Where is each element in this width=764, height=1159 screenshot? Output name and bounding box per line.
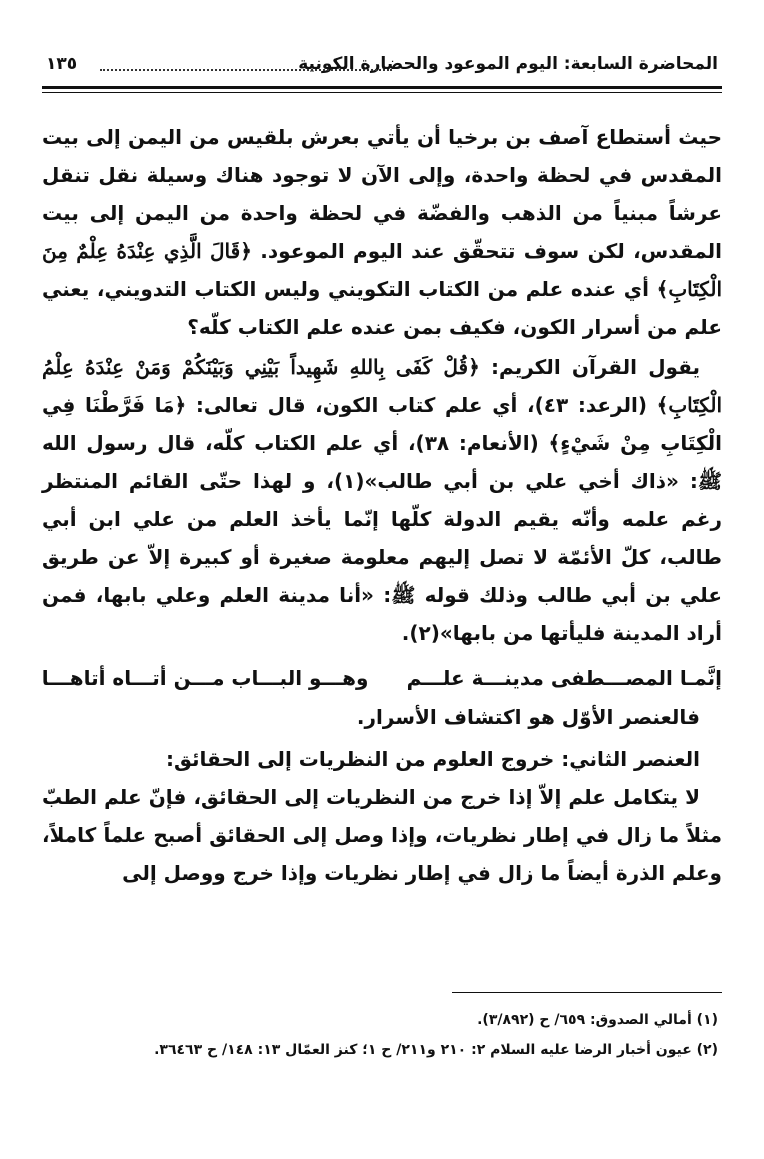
quran-quote: ﴿قَالَ الَّذِي عِنْدَهُ عِلْمٌ مِنَ الْكِتَابِ﴾: [42, 239, 722, 301]
footnote-2: (٢) عيون أخبار الرضا عليه السلام ٢: ٢١٠ و٢١١/ ح ١؛ كنز العمّال ١٣: ١٤٨/ ح ٣٦٤٦٣.: [154, 1042, 718, 1058]
running-header: [42, 52, 722, 82]
paragraph-1-rest: أي عنده علم من الكتاب التكويني وليس الكتاب التدويني، يعني علم من أسرار الكون، فكيف بمن عنده علم الكتاب كلّه؟: [42, 277, 722, 339]
paragraph-2-rest: (الرعد: ٤٣)، أي علم كتاب الكون، قال تعالى: ﴿مَا فَرَّطْنَا فِي الْكِتَابِ مِنْ شَيْءٍ﴾ (الأنعام: ٣٨)، أي علم الكتاب كلّه، قال رسول الله ﷺ: «ذاك أخي علي بن أبي طالب»(١)، و لهذا حتّى القائم المنتظر رغم علمه وأنّه يقيم الدولة كلّها إنّما يأخذ العلم من علي ابن أبي طالب، كلّ الأئمّة لا تصل إليهم معلومة صغيرة أو كبيرة إلاّ عن طريق علي بن أبي طالب وذلك قوله ﷺ: «أنا مدينة العلم وعلي بابها، فمن أراد المدينة فليأتها من بابها»(٢).: [42, 393, 722, 645]
paragraph-1: [42, 118, 722, 346]
quran-quote: ﴿قُلْ كَفَى بِاللهِ شَهِيداً بَيْنِي وَبَيْنَكُمْ وَمَنْ عِنْدَهُ عِلْمُ الْكِتَابِ﴾: [42, 355, 722, 417]
footnotes: [42, 1005, 722, 1065]
book-page: [42, 0, 722, 1159]
verse-first-half: إنَّمـا المصـــطفى مدينـــة علـــم: [406, 666, 722, 690]
poetry-verse: [42, 658, 722, 698]
page-number: ١٣٥: [46, 54, 78, 74]
paragraph-1-text: حيث أستطاع آصف بن برخيا أن يأتي بعرش بلقيس من اليمن إلى بيت المقدس في لحظة واحدة، وإلى الآن لا توجود هناك وسيلة نقل تنقل عرشاً مبنياً من الذهب والفضّة في لحظة واحدة من اليمن إلى بيت المقدس، لكن سوف تتحقّق عند اليوم الموعود.: [42, 125, 722, 263]
main-text: [42, 118, 722, 892]
paragraph-2-text: يقول القرآن الكريم:: [479, 355, 700, 379]
section-paragraph: لا يتكامل علم إلاّ إذا خرج من النظريات إلى الحقائق، فإنّ علم الطبّ مثلاً ما زال في إطار نظريات، وإذا وصل إلى الحقائق أصبح علماً كاملاً، وعلم الذرة أيضاً ما زال في إطار نظريات وإذا خرج ووصل إلى: [42, 785, 722, 885]
footnote-1: (١) أمالي الصدوق: ٦٥٩/ ح (٣/٨٩٢).: [477, 1012, 718, 1028]
paragraph-2: [42, 348, 722, 652]
after-verse-line: فالعنصر الأوّل هو اكتشاف الأسرار.: [356, 705, 700, 729]
footnote-separator: [452, 992, 722, 993]
header-leader-dots: [100, 69, 392, 71]
header-rule-thick: [42, 86, 722, 89]
verse-second-half: وهـــو البـــاب مـــن أتـــاه أتاهـــا: [41, 666, 369, 690]
chapter-title: المحاضرة السابعة: اليوم الموعود والحضارة الكونية: [298, 54, 718, 74]
header-rule-thin: [42, 92, 722, 93]
section-heading: العنصر الثاني: خروج العلوم من النظريات إلى الحقائق:: [166, 747, 700, 771]
